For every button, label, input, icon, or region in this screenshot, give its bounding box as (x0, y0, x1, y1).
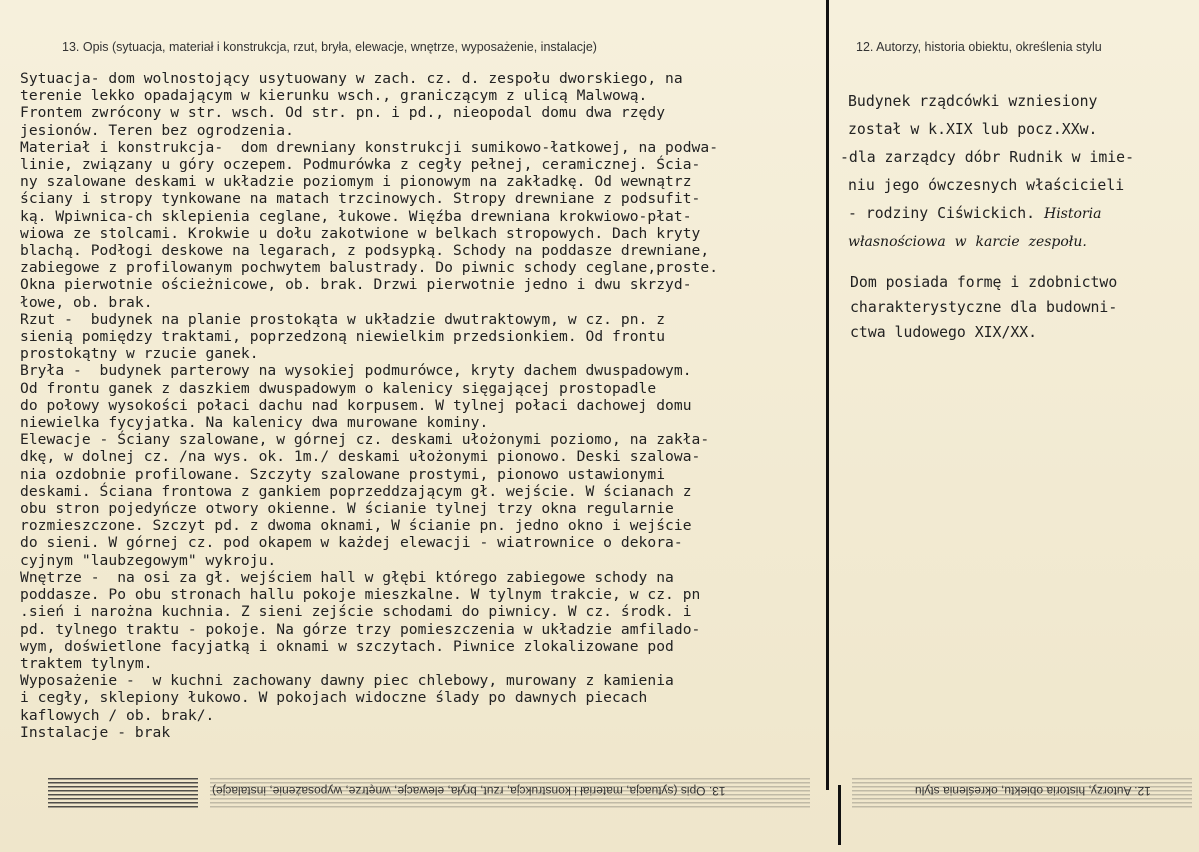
description-line: blachą. Podłogi deskowe na legarach, z podsypką. Schody na poddasze drewniane, (20, 242, 710, 260)
description-line: obu stron pojedyńcze otwory okienne. W ścianie tylnej trzy okna regularnie (20, 500, 674, 518)
description-line: Elewacje - Ściany szalowane, w górnej cz. deskami ułożonymi poziomo, na zakła- (20, 431, 710, 449)
history-line: został w k.XIX lub pocz.XXw. (848, 121, 1098, 138)
description-line: terenie lekko opadającym w kierunku wsch., graniczącym z ulicą Malwową. (20, 87, 648, 105)
history-section-heading: 12. Autorzy, historia obiektu, określenia stylu (856, 40, 1102, 54)
handwritten-note: Historia (1044, 206, 1102, 222)
history-line: -dla zarządcy dóbr Rudnik w imie- (840, 149, 1134, 166)
description-text (20, 70, 830, 741)
description-line: wiowa ze stolcami. Krokwie u dołu zakotwione w belkach stropowych. Dach kryty (20, 224, 701, 242)
bleed-through-heading: 13. Opis (sytuacja, materiał i konstrukcja, rzut, bryła, elewacje, wnętrze, wyposażenie, instalacje) (212, 784, 726, 798)
description-line: dkę, w dolnej cz. /na wys. ok. 1m./ deskami ułożonymi pionowo. Deski szalowa- (20, 448, 701, 466)
description-line: linie, związany u góry oczepem. Podmurówka z cegły pełnej, ceramicznej. Ścia- (20, 156, 701, 174)
description-line: Bryła - budynek parterowy na wysokiej podmurówce, kryty dachem dwuspadowym. (20, 362, 692, 380)
description-section-heading: 13. Opis (sytuacja, materiał i konstrukcja, rzut, bryła, elewacje, wnętrze, wyposażenie, instalacje) (62, 40, 597, 54)
history-line: - rodziny Ciświckich. (848, 205, 1036, 222)
description-line: deskami. Ściana frontowa z gankiem poprzeddzającym gł. wejście. W ścianach z (20, 482, 692, 500)
description-line: do połowy wysokości połaci dachu nad korpusem. W tylnej połaci dachowej domu (20, 396, 692, 414)
history-line: niu jego ówczesnych właścicieli (848, 177, 1125, 194)
description-line: rozmieszczone. Szczyt pd. z dwoma oknami, W ścianie pn. jedno okno i wejście (20, 517, 692, 535)
column-divider-lower (838, 785, 841, 845)
description-line: poddasze. Po obu stronach hallu pokoje mieszkalne. W tylnym trakcie, w cz. pn (20, 586, 701, 604)
style-line: charakterystyczne dla budowni- (850, 299, 1118, 316)
description-line: pd. tylnego traktu - pokoje. Na górze trzy pomieszczenia w układzie amfilado- (20, 620, 701, 638)
description-line: ką. Wpiwnica-ch sklepienia ceglane, łukowe. Więźba drewniana krokwiowo-płat- (20, 207, 692, 225)
description-line: łowe, ob. brak. (20, 293, 153, 311)
description-line: niewielka fycyjatka. Na kalenicy dwa murowane kominy. (20, 414, 489, 432)
handwritten-note: własnościowa w karcie zespołu. (848, 234, 1087, 250)
description-line: cyjnym "laubzegowym" wykroju. (20, 551, 277, 569)
description-line: Frontem zwrócony w str. wsch. Od str. pn. i pd., nieopodal domu dwa rzędy (20, 104, 666, 122)
description-line: Materiał i konstrukcja- dom drewniany konstrukcji sumikowo-łatkowej, na podwa- (20, 138, 719, 156)
description-line: nia ozdobnie profilowane. Szczyty szalowane prostymi, pionowo ustawionymi (20, 465, 666, 483)
footer-wave-decoration (48, 778, 198, 808)
style-line: Dom posiada formę i zdobnictwo (850, 274, 1118, 291)
description-line: kaflowych / ob. brak/. (20, 706, 215, 724)
description-line: ny szalowane deskami w układzie poziomym i pionowym na zakładkę. Od wewnątrz (20, 173, 692, 191)
description-line: prostokątny w rzucie ganek. (20, 345, 259, 363)
history-line: Budynek rządcówki wzniesiony (848, 93, 1098, 110)
style-text (850, 270, 1190, 345)
description-line: ściany i stropy tynkowane na matach trzcinowych. Stropy drewniane z podsufit- (20, 190, 701, 208)
description-line: Okna pierwotnie ościeżnicowe, ob. brak. Drzwi pierwotnie jedno i dwu skrzyd- (20, 276, 692, 294)
description-line: Instalacje - brak (20, 723, 171, 741)
bleed-through-heading: 12. Autorzy, historia obiektu, określenia stylu (915, 784, 1151, 798)
description-line: Wnętrze - na osi za gł. wejściem hall w głębi którego zabiegowe schody na (20, 568, 674, 586)
description-line: jesionów. Teren bez ogrodzenia. (20, 121, 294, 139)
description-line: Sytuacja- dom wolnostojący usytuowany w zach. cz. d. zespołu dworskiego, na (20, 70, 683, 87)
description-line: sienią pomiędzy traktami, poprzedzoną niewielkim przedsionkiem. Od frontu (20, 328, 666, 346)
description-line: Rzut - budynek na planie prostokąta w układzie dwutraktowym, w cz. pn. z (20, 310, 666, 328)
description-line: .sień i narożna kuchnia. Z sieni zejście schodami do piwnicy. W cz. środk. i (20, 603, 692, 621)
description-line: traktem tylnym. (20, 654, 153, 672)
description-line: do sieni. W górnej cz. pod okapem w każdej elewacji - wiatrownice o dekora- (20, 534, 683, 552)
history-text (840, 88, 1188, 256)
description-line: Wyposażenie - w kuchni zachowany dawny piec chlebowy, murowany z kamienia (20, 672, 674, 690)
description-line: zabiegowe z profilowanym pochwytem balustrady. Do piwnic schody ceglane,proste. (20, 259, 719, 277)
description-line: i cegły, sklepiony łukowo. W pokojach widoczne ślady po dawnych piecach (20, 689, 648, 707)
style-line: ctwa ludowego XIX/XX. (850, 324, 1038, 341)
description-line: wym, doświetlone facyjatką i oknami w szczytach. Piwnice zlokalizowane pod (20, 637, 674, 655)
description-line: Od frontu ganek z daszkiem dwuspadowym o kalenicy sięgającej prostopadle (20, 379, 657, 397)
